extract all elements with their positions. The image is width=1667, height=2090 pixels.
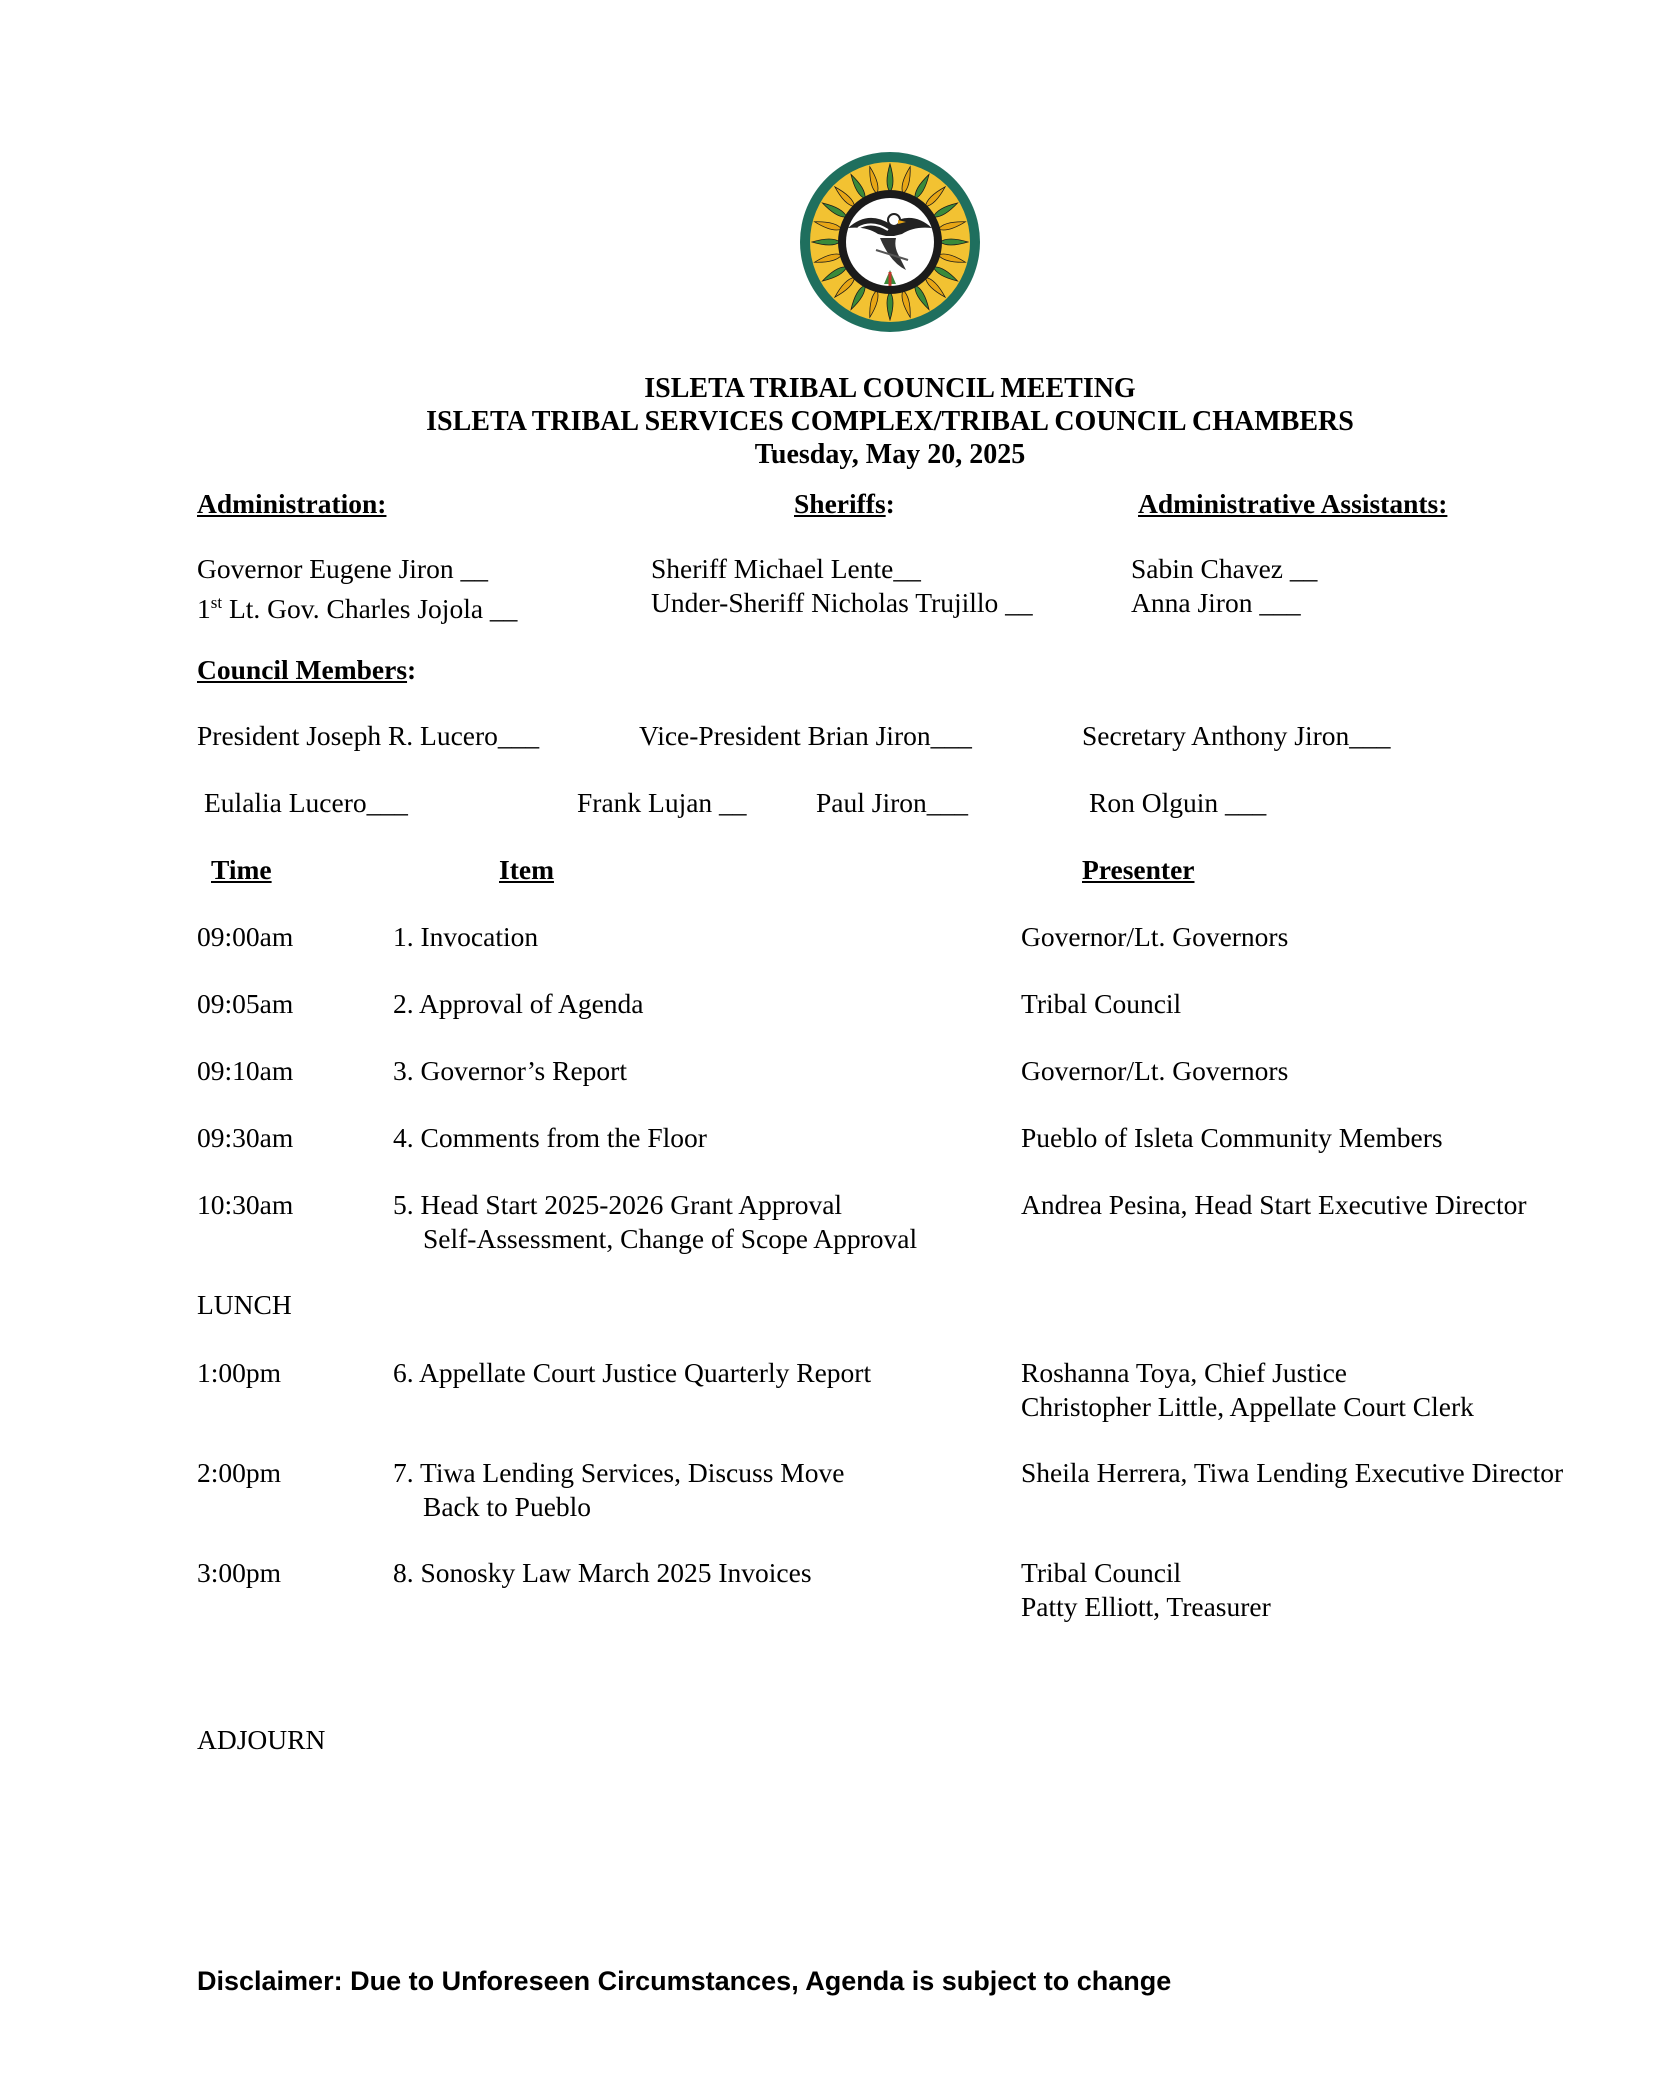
agenda-presenter-secondary: Patty Elliott, Treasurer: [1021, 1591, 1271, 1622]
tribal-seal-icon: [798, 150, 982, 334]
agenda-time: 09:10am: [197, 1055, 294, 1086]
sheriffs-heading-colon: :: [885, 488, 895, 519]
agenda-presenter: Governor/Lt. Governors: [1021, 921, 1289, 952]
agenda-time: 09:00am: [197, 921, 294, 952]
agenda-time: 09:30am: [197, 1122, 294, 1153]
council-member-3: Paul Jiron___: [816, 787, 969, 818]
agenda-presenter: Pueblo of Isleta Community Members: [1021, 1122, 1443, 1153]
agenda-header-presenter: Presenter: [1082, 854, 1195, 885]
agenda-presenter: Tribal Council: [1021, 988, 1182, 1019]
agenda-time: 10:30am: [197, 1189, 294, 1220]
council-heading-label: Council Members: [197, 654, 408, 685]
agenda-header-item: Item: [499, 854, 554, 885]
meeting-location: ISLETA TRIBAL SERVICES COMPLEX/TRIBAL COUNCIL CHAMBERS: [426, 406, 1354, 437]
council-heading-colon: :: [407, 654, 417, 685]
agenda-item: 8. Sonosky Law March 2025 Invoices: [393, 1557, 812, 1588]
agenda-presenter: Tribal Council: [1021, 1557, 1182, 1588]
council-vice-president: Vice-President Brian Jiron___: [639, 720, 972, 751]
agenda-time: 2:00pm: [197, 1457, 282, 1488]
agenda-header-time: Time: [211, 854, 272, 885]
council-member-1: Eulalia Lucero___: [204, 787, 408, 818]
meeting-title: ISLETA TRIBAL COUNCIL MEETING: [644, 373, 1136, 404]
lt-gov-rest: Lt. Gov. Charles Jojola __: [222, 593, 518, 625]
administration-heading: Administration:: [197, 488, 387, 519]
assistant-2: Anna Jiron ___: [1131, 587, 1301, 618]
agenda-item-continued: Back to Pueblo: [423, 1491, 592, 1522]
agenda-item: 4. Comments from the Floor: [393, 1122, 707, 1153]
sheriffs-heading: [794, 487, 895, 521]
meeting-date: Tuesday, May 20, 2025: [754, 439, 1026, 470]
under-sheriff-name: Under-Sheriff Nicholas Trujillo __: [651, 587, 1033, 618]
agenda-time: 1:00pm: [197, 1357, 282, 1388]
sheriffs-heading-label: Sheriffs: [794, 488, 886, 519]
lunch-break: LUNCH: [197, 1289, 292, 1320]
agenda-item: 5. Head Start 2025-2026 Grant Approval: [393, 1189, 843, 1220]
agenda-presenter: Andrea Pesina, Head Start Executive Director: [1021, 1189, 1527, 1220]
council-heading: [197, 653, 416, 687]
agenda-presenter: Roshanna Toya, Chief Justice: [1021, 1357, 1347, 1388]
admin-governor: Governor Eugene Jiron __: [197, 553, 488, 584]
council-member-2: Frank Lujan __: [577, 787, 747, 818]
agenda-item: 1. Invocation: [393, 921, 539, 952]
agenda-item: 6. Appellate Court Justice Quarterly Report: [393, 1357, 872, 1388]
agenda-item-continued: Self-Assessment, Change of Scope Approval: [423, 1223, 918, 1254]
assistant-1: Sabin Chavez __: [1131, 553, 1318, 584]
adjourn-label: ADJOURN: [197, 1724, 326, 1755]
agenda-time: 3:00pm: [197, 1557, 282, 1588]
agenda-item: 7. Tiwa Lending Services, Discuss Move: [393, 1457, 845, 1488]
council-member-4: Ron Olguin ___: [1089, 787, 1267, 818]
council-secretary: Secretary Anthony Jiron___: [1082, 720, 1391, 751]
assistants-heading: Administrative Assistants:: [1138, 488, 1448, 519]
sheriff-name: Sheriff Michael Lente__: [651, 553, 921, 584]
disclaimer: Disclaimer: Due to Unforeseen Circumstances, Agenda is subject to change: [197, 1966, 1172, 1996]
lt-gov-superscript: st: [210, 593, 223, 612]
agenda-item: 3. Governor’s Report: [393, 1055, 627, 1086]
agenda-presenter: Governor/Lt. Governors: [1021, 1055, 1289, 1086]
agenda-presenter: Sheila Herrera, Tiwa Lending Executive Director: [1021, 1457, 1564, 1488]
council-president: President Joseph R. Lucero___: [197, 720, 540, 751]
agenda-time: 09:05am: [197, 988, 294, 1019]
lt-gov-prefix: 1: [197, 593, 211, 625]
agenda-item: 2. Approval of Agenda: [393, 988, 644, 1019]
agenda-presenter-secondary: Christopher Little, Appellate Court Clerk: [1021, 1391, 1474, 1422]
admin-lt-governor: [197, 586, 517, 626]
